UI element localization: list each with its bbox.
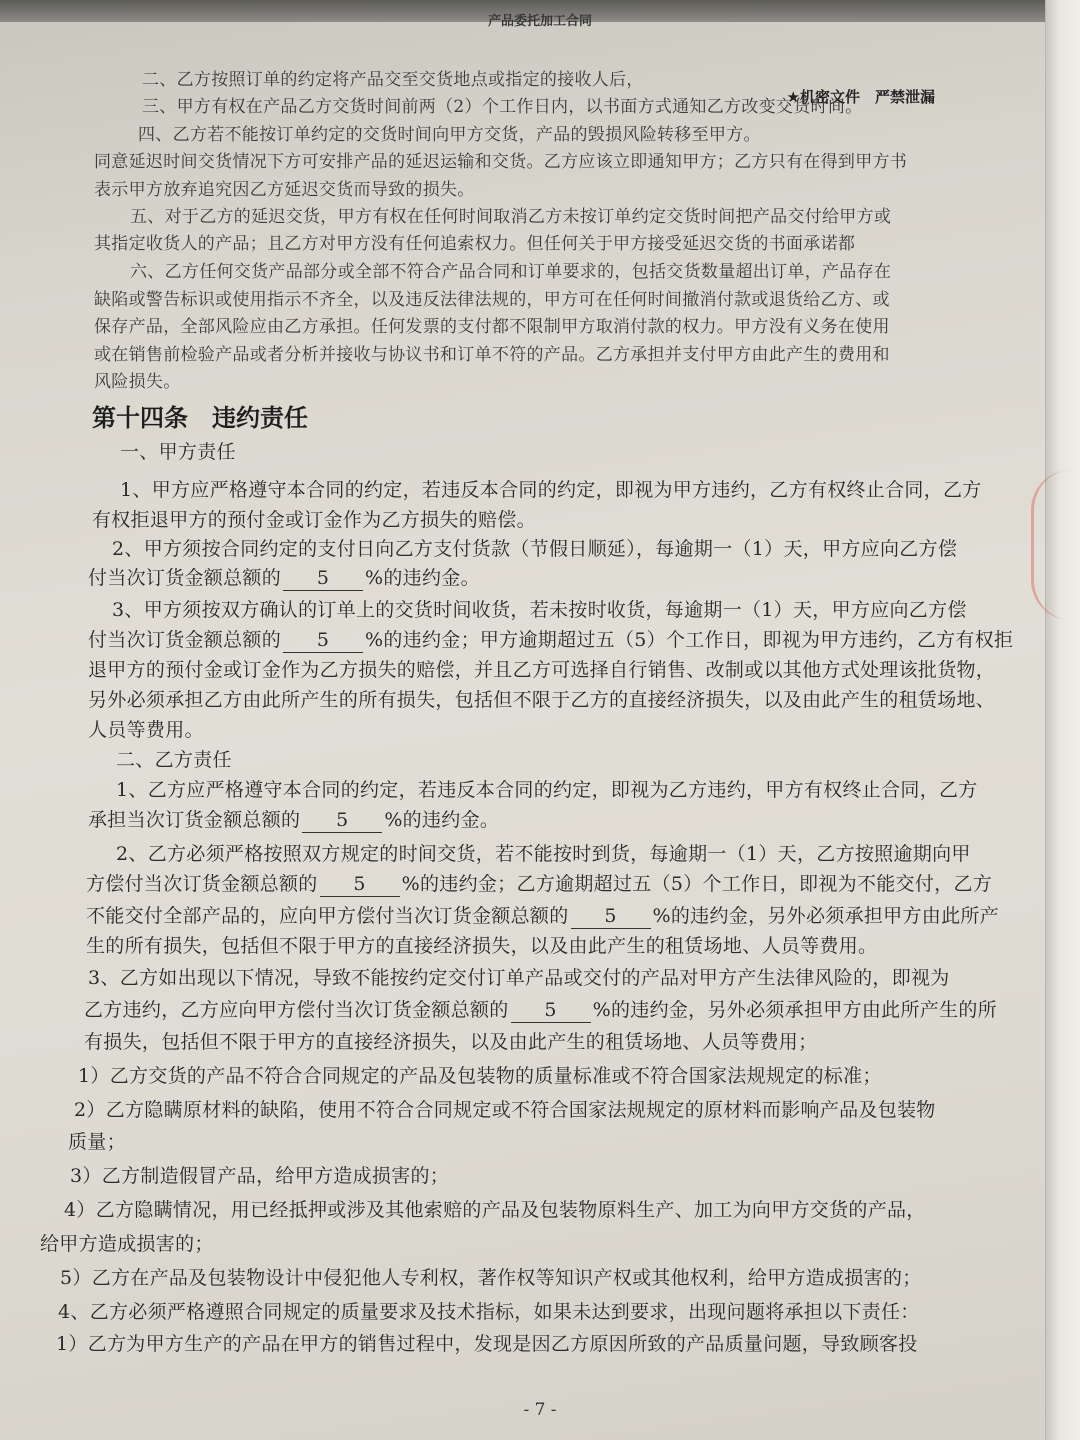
text-line [84,998,997,1023]
text-line: 同意延迟时间交货情况下方可安排产品的延迟运输和交货。乙方应该立即通知甲方；乙方只有在得到甲方书 [94,152,908,172]
penalty-rate-value: 5 [320,872,400,897]
text-line: 风险损失。 [94,372,181,392]
red-stamp-mark [1031,470,1074,620]
text-fragment: %的违约金；乙方逾期超过五（5）个工作日，即视为不能交付，乙方 [401,873,993,895]
text-line: 质量； [68,1131,126,1153]
text-line: 人员等费用。 [88,719,204,741]
text-line: 缺陷或警告标识或使用指示不齐全，以及违反法律法规的，甲方可在任何时间撤消付款或退货给乙方、或 [94,290,890,310]
subsection-title: 二、乙方责任 [116,749,232,771]
text-line: 五、对于乙方的延迟交货，甲方有权在任何时间取消乙方未按订单约定交货时间把产品交付给甲方或 [130,207,892,227]
text-fragment: %的违约金。 [384,809,500,831]
list-item: 3）乙方制造假冒产品，给甲方造成损害的； [70,1165,450,1187]
text-line: 1、乙方应严格遵守本合同的约定，若违反本合同的约定，即视为乙方违约，甲方有权终止合同，乙方 [116,779,978,801]
text-fragment: 付当次订货金额总额的 [88,567,282,589]
text-line [88,566,480,591]
list-item: 4、乙方必须严格遵照合同规定的质量要求及技术指标，如果未达到要求，出现问题将承担以下责任： [58,1301,920,1323]
page-number: - 7 - [523,1400,557,1420]
text-fragment: 付当次订货金额总额的 [88,629,282,651]
text-fragment: %的违约金。 [365,567,480,589]
list-item: 1）乙方交货的产品不符合合同规定的产品及包装物的质量标准或不符合国家法规规定的标准； [78,1065,882,1087]
text-line [86,872,992,897]
text-line: 2、乙方必须严格按照双方规定的时间交货，若不能按时到货，每逾期一（1）天，乙方按照逾期向甲 [116,843,971,865]
text-line: 退甲方的预付金或订金作为乙方损失的赔偿，并且乙方可选择自行销售、改制或以其他方式处理该批货物， [88,659,996,681]
text-line: 四、乙方若不能按订单约定的交货时间向甲方交货，产品的毁损风险转移至甲方。 [138,125,761,145]
text-line: 生的所有损失，包括但不限于甲方的直接经济损失，以及由此产生的租赁场地、人员等费用。 [86,935,878,957]
text-line: 有损失，包括但不限于甲方的直接经济损失，以及由此产生的租赁场地、人员等费用； [84,1031,818,1053]
section-heading: 第十四条 违约责任 [92,404,308,432]
penalty-rate-value: 5 [302,808,382,833]
penalty-rate-value: 5 [283,566,363,591]
text-line: 2、甲方须按合同约定的支付日向乙方支付货款（节假日顺延），每逾期一（1）天，甲方应向乙方偿 [112,538,958,560]
penalty-rate-value: 5 [571,904,651,929]
header-title: 产品委托加工合同 [487,14,592,29]
text-line: 六、乙方任何交货产品部分或全部不符合产品合同和订单要求的，包括交货数量超出订单，产品存在 [130,262,892,282]
text-fragment: %的违约金，另外必须承担甲方由此所产 [652,905,999,927]
text-fragment: 乙方违约，乙方应向甲方偿付当次订货金额总额的 [84,999,509,1021]
penalty-rate-value: 5 [511,998,591,1023]
text-line [88,808,499,833]
text-line: 其指定收货人的产品；且乙方对甲方没有任何追索权力。但任何关于甲方接受延迟交货的书面承诺都 [94,234,856,254]
text-line: 保存产品，全部风险应由乙方承担。任何发票的支付都不限制甲方取消付款的权力。甲方没有义务在使用 [94,317,890,337]
text-fragment: %的违约金；甲方逾期超过五（5）个工作日，即视为甲方违约，乙方有权拒 [365,629,1014,651]
text-line: 3、甲方须按双方确认的订单上的交货时间收货，若未按时收货，每逾期一（1）天，甲方应向乙方偿 [112,599,967,621]
text-line: 三、甲方有权在产品乙方交货时间前两（2）个工作日内，以书面方式通知乙方改变交货时间。 [142,97,863,117]
text-line: 3、乙方如出现以下情况，导致不能按约定交付订单产品或交付的产品对甲方产生法律风险的，即视为 [88,967,950,989]
list-item: 4）乙方隐瞒情况，用已经抵押或涉及其他索赔的产品及包装物原料生产、加工为向甲方交货的产品， [64,1199,926,1221]
text-line [86,904,999,929]
text-line: 表示甲方放弃追究因乙方延迟交货而导致的损失。 [94,180,475,200]
text-fragment: 不能交付全部产品的，应向甲方偿付当次订货金额总额的 [86,905,569,927]
list-item: 1）乙方为甲方生产的产品在甲方的销售过程中，发现是因乙方原因所致的产品质量问题，导致顾客投 [56,1333,918,1355]
text-line: 给甲方造成损害的； [40,1233,214,1255]
text-line: 1、甲方应严格遵守本合同的约定，若违反本合同的约定，即视为甲方违约，乙方有权终止合同，乙方 [120,479,982,501]
text-line [88,628,1013,653]
text-line: 有权拒退甲方的预付金或订金作为乙方损失的赔偿。 [92,509,536,531]
text-line: 另外必须承担乙方由此所产生的所有损失，包括但不限于乙方的直接经济损失，以及由此产生的租赁场地、 [88,689,996,711]
text-line: 或在销售前检验产品或者分析并接收与协议书和订单不符的产品。乙方承担并支付甲方由此产生的费用和 [94,345,890,365]
penalty-rate-value: 5 [283,628,363,653]
text-fragment: 方偿付当次订货金额总额的 [86,873,318,895]
list-item: 2）乙方隐瞒原材料的缺陷，使用不符合合同规定或不符合国家法规规定的原材料而影响产品及包装物 [74,1099,936,1121]
list-item: 5）乙方在产品及包装物设计中侵犯他人专利权，著作权等知识产权或其他权利，给甲方造成损害的； [60,1267,922,1289]
subsection-title: 一、甲方责任 [120,441,236,463]
binder-edge [1045,0,1080,1440]
text-line: 二、乙方按照订单的约定将产品交至交货地点或指定的接收人后， [142,70,644,90]
text-fragment: %的违约金，另外必须承担甲方由此所产生的所 [592,999,997,1021]
confidential-label: ★机密文件 严禁泄漏 [786,88,935,106]
text-fragment: 承担当次订货金额总额的 [88,809,301,831]
